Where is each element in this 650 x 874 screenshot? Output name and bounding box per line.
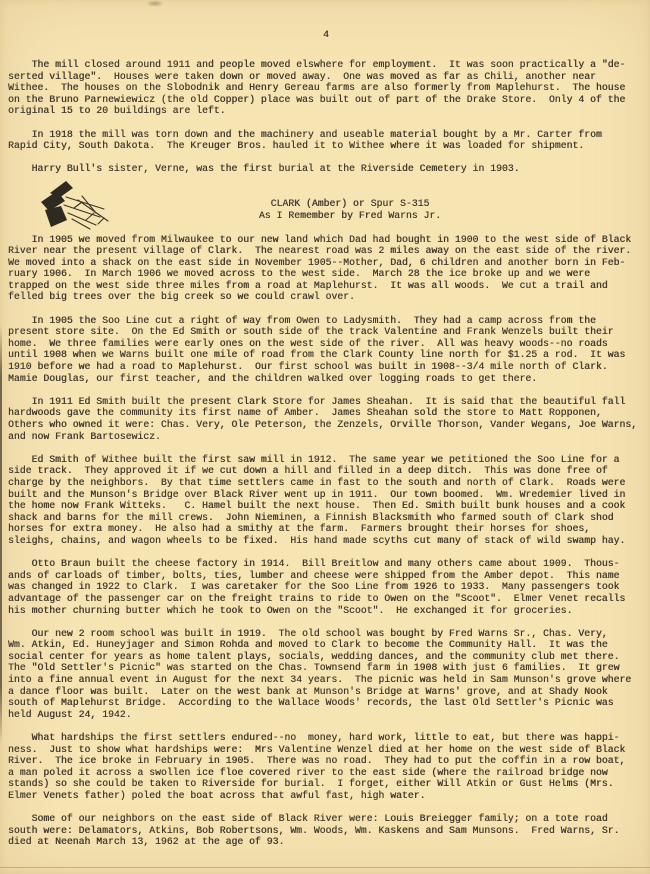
text-line: charge by the neighbors. By that time settlers came in fast to the south and north of Clark. Roads were [8,476,626,488]
text-line: Rapid City, South Dakota. The Kreuger Bros. hauled it to Withee where it was loaded for shipment. [8,140,585,152]
text-line: stands) so she could be taken to Riverside for burial. I forget, either Will Atkin or Gust Helms (Mrs. [8,778,614,790]
text-line: shack and barns for the mill crews. John Nieminen, a Finnish Blacksmith who farmed south of Clark shod [8,511,614,523]
text-line: felled big trees over the big creek so we could crawl over. [8,291,355,303]
text-line: The "Old Settler's Picnic" was started on the Chas. Townsend farm in 1908 with just 6 families. It grew [8,662,620,674]
text-line: River. The ice broke in February in 1905. There was no road. They had to put the coffin in a row boat, [8,755,626,767]
text-line: Otto Braun built the cheese factory in 1914. Bill Breitlow and many others came about 1909. Thous- [8,558,620,570]
text-line: serted village". Houses were taken down or moved away. One was moved as far as Chili, another near [8,70,596,82]
text-line: social center for years as home talent plays, socials, wedding dances, and the community club met there. [8,650,620,662]
text-line: ruary 1906. In March 1906 we moved across to the west side. March 28 the ice broke up and we were [8,268,591,280]
text-line: Withee. The houses on the Slobodnik and Henry Gereau farms are also formerly from Maplehurst. The house [8,82,626,94]
text-line: We moved into a shack on the east side in November 1905--Mother, Dad, 6 children and another born in Feb- [8,256,626,268]
text-line: The mill closed around 1911 and people moved elswhere for employment. It was soon practically a "de- [8,59,626,70]
text-line: Our new 2 room school was built in 1919. The old school was bought by Fred Warns Sr., Chas. Very, [8,627,608,639]
scan-edge-artifact-left [0,325,2,745]
text-line: horses for extra money. He also had a smithy at the farm. Farmers brought their horses for shoes, [8,523,591,535]
paragraph [8,813,644,848]
text-line: side track. They approved it if we cut down a hill and filled in a deep ditch. This was done free of [8,465,608,477]
page-number: 4 [323,29,329,40]
text-line: present store site. On the Ed Smith or south side of the track Valentine and Frank Wenzels built their [8,326,614,338]
text-line: River near the present village of Clark. The nearest road was 2 miles away on the east side of the river. [8,245,632,257]
text-line: died at Neenah March 13, 1962 at the age of 93. [8,836,285,848]
text-line: 1910 before we had a road to Maplehurst. Our first school was built in 1908--3/4 mile north of Clark. [8,361,608,373]
text-line: Ed Smith of Withee built the first saw mill in 1912. The same year we petitioned the Soo Line for a [8,453,620,465]
text-line: on the Bruno Parnewiewicz (the old Copper) place was built out of part of the Drake Store. Only 4 of the [8,93,626,105]
text-line: south of Maplehurst Bridge. According to the Wallace Woods' records, the last Old Settler's Picnic was [8,697,614,709]
paragraph [8,315,644,385]
text-line: Wm. Atkin, Ed. Huneyjager and Simon Rohda and moved to Clark to become the Community Hall. It was the [8,639,608,651]
text-line: trapped on the west side three miles from a road at Maplehurst. It was all woods. We cut a trail and [8,279,608,291]
text-line: In 1905 we moved from Milwaukee to our new land which Dad had bought in 1900 to the west side of Black [8,233,632,245]
text-line: built and the Munson's Bridge over Black River went up in 1911. Our town boomed. Wm. Wredemier lived in [8,488,626,500]
paragraph [8,558,644,616]
text-line: a dance floor was built. Later on the west bank at Munson's Bridge at Warns' grove, and at Shady Nook [8,685,608,697]
text-line: Some of our neighbors on the east side of Black River were: Louis Breiegger family; on a tote road [8,813,608,825]
text-line: and now Frank Bartosewicz. [8,430,161,442]
text-line: ness. Just to show what hardships were: Mrs Valentine Wenzel died at her home on the west side of Black [8,743,626,755]
text-line: Harry Bull's sister, Verne, was the first burial at the Riverside Cemetery in 1903. [8,163,520,175]
text-line: his mother churning butter which he took to Owen on the "Scoot". He exchanged it for groceries. [8,604,573,616]
paragraphs-after-heading [8,234,644,848]
text-line: hardwoods gave the community its first name of Amber. James Sheahan sold the store to Matt Ropponen, [8,407,602,419]
text-line: sleighs, chains, and wagon wheels to be fixed. His hand made scyths cut many of stack of wild swamp hay. [8,534,626,546]
paragraph [8,628,644,721]
text-line: home. We three families were early ones on the west side of the river. All was heavy woods--no roads [8,337,608,349]
text-line: In 1918 the mill was torn down and the machinery and useable material bought by a Mr. Carter from [8,128,602,140]
text-line: the home now Frank Witteks. C. Hamel built the next house. Then Ed. Smith built bunk houses and a cook [8,500,626,512]
section-heading [8,198,644,222]
section-subtitle: As I Remember by Fred Warns Jr. [258,210,442,222]
text-line: into a fine annual event in August for the next 34 years. The picnic was held in Sam Munson's grove where [8,674,632,686]
text-line: ands of carloads of timber, bolts, ties, lumber and cheese were shipped from the Amber depot. This name [8,569,620,581]
text-line: until 1908 when we Warns built one mile of road from the Clark County line north for $1.25 a rod. It was [8,349,626,361]
text-column [8,0,644,860]
paragraph [8,59,644,117]
paragraph [8,163,644,175]
text-line: original 15 to 20 buildings are left. [8,105,226,117]
paragraph [8,234,644,304]
text-line: Mamie Douglas, our first teacher, and the children walked over logging roads to get there. [8,372,538,384]
text-line: Elmer Venets father) poled the boat across that awful fast, high water. [8,790,426,801]
text-line: advantage of the passenger car on the freight trains to ride to Owen on the "Scoot". Elmer Venet recalls [8,592,626,604]
paragraphs-before-heading [8,59,644,175]
scan-edge-artifact-bottom [0,867,650,868]
paragraph [8,396,644,442]
paragraph [8,454,644,547]
section-title: CLARK (Amber) or Spur S-315 [270,198,430,210]
paragraph [8,732,644,802]
text-line: held August 24, 1942. [8,708,132,720]
text-line: In 1911 Ed Smith built the present Clark Store for James Sheahan. It is said that the beautiful fall [8,395,626,407]
text-line: In 1905 the Soo Line cut a right of way from Owen to Ladysmith. They had a camp across from the [8,314,596,326]
paragraph [8,129,644,152]
text-line: a man poled it across a swollen ice floe covered river to the east side (where the railroad bridge now [8,766,608,778]
text-line: south were: Delamators, Atkins, Bob Robertsons, Wm. Woods, Wm. Kaskens and Sam Munsons. Fred Warns, Sr. [8,824,620,836]
text-line: was changed in 1922 to Clark. I was caretaker for the Soo Line from 1926 to 1933. Many passengers took [8,581,620,593]
text-line: Others who owned it were: Chas. Very, Ole Peterson, the Zenzels, Orville Thorson, Vander Wegans, Joe Warns, [8,419,638,430]
text-line: What hardships the first settlers endured--no money, hard work, little to eat, but there was happi- [8,732,620,744]
